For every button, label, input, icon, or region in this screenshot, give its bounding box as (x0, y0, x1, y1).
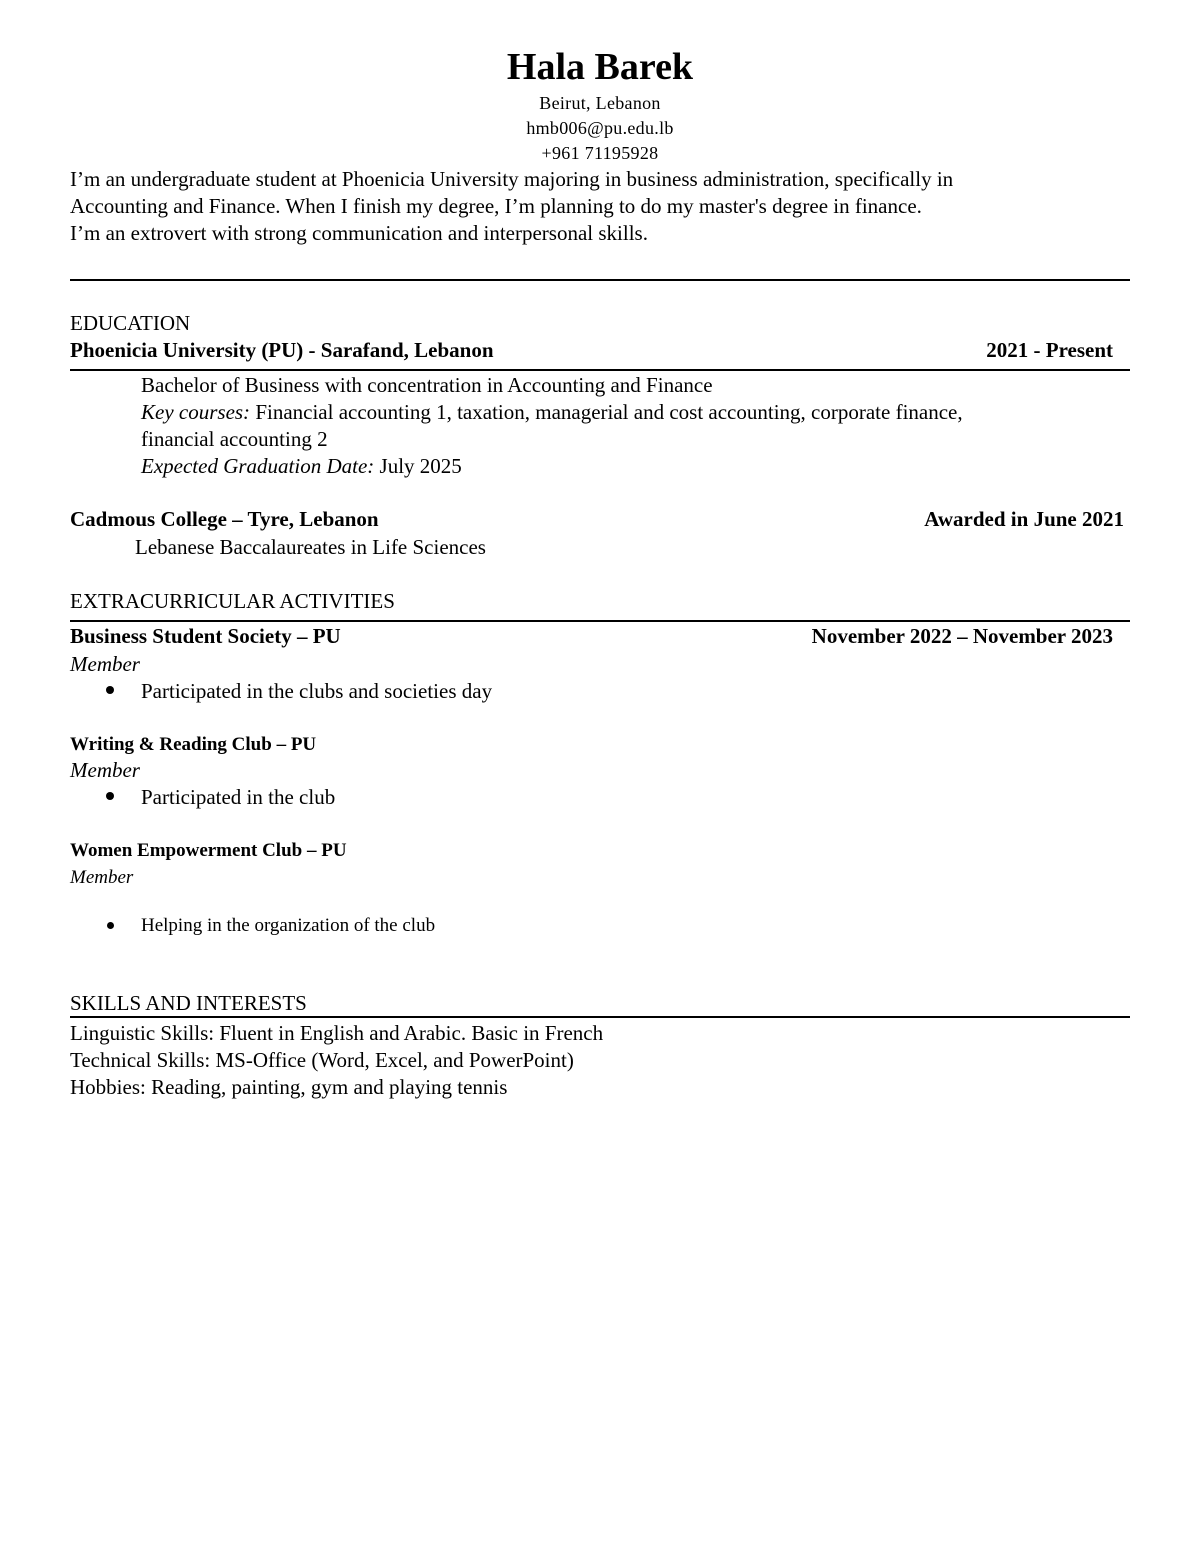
section-title-activities: EXTRACURRICULAR ACTIVITIES (70, 589, 395, 613)
education-institution: Phoenicia University (PU) - Sarafand, Lebanon (70, 338, 494, 362)
education-dates: Awarded in June 2021 (924, 507, 1124, 531)
activity-role: Member (70, 652, 140, 676)
activity-bullet: Participated in the club (141, 785, 336, 809)
activity-name: Business Student Society – PU (70, 624, 341, 648)
activity-name: Women Empowerment Club – PU (70, 840, 347, 861)
education-degree: Lebanese Baccalaureates in Life Sciences (135, 535, 486, 559)
key-courses-continued: financial accounting 2 (141, 427, 328, 451)
graduation-label: Expected Graduation Date: (141, 454, 375, 478)
location: Beirut, Lebanon (539, 93, 661, 113)
section-title-education: EDUCATION (70, 311, 191, 335)
expected-graduation (141, 453, 462, 479)
graduation-value: July 2025 (374, 454, 462, 478)
key-courses (141, 399, 963, 425)
header-divider (70, 279, 1130, 281)
bullet-icon (106, 686, 114, 694)
applicant-name: Hala Barek (506, 46, 694, 88)
linguistic-skills: Linguistic Skills: Fluent in English and Arabic. Basic in French (70, 1021, 604, 1045)
bullet-icon (107, 922, 114, 929)
activity-name: Writing & Reading Club – PU (70, 734, 317, 755)
summary-line: I’m an undergraduate student at Phoenicia University majoring in business administration, specifically in (70, 167, 954, 191)
activity-dates: November 2022 – November 2023 (811, 624, 1113, 648)
education-dates: 2021 - Present (986, 338, 1113, 362)
key-courses-label: Key courses: (141, 400, 251, 424)
hobbies: Hobbies: Reading, painting, gym and playing tennis (70, 1075, 508, 1099)
summary-line: Accounting and Finance. When I finish my degree, I’m planning to do my master's degree in finance. (70, 194, 922, 218)
section-title-skills: SKILLS AND INTERESTS (70, 991, 307, 1015)
email: hmb006@pu.edu.lb (526, 118, 674, 138)
phone: +961 71195928 (541, 143, 659, 163)
summary-line: I’m an extrovert with strong communication and interpersonal skills. (70, 221, 648, 245)
activity-bullet: Helping in the organization of the club (141, 915, 436, 936)
section-divider (70, 369, 1130, 371)
education-degree: Bachelor of Business with concentration in Accounting and Finance (141, 373, 713, 397)
activity-bullet: Participated in the clubs and societies day (141, 679, 493, 703)
section-divider (70, 1016, 1130, 1018)
bullet-icon (106, 792, 114, 800)
key-courses-value: Financial accounting 1, taxation, managerial and cost accounting, corporate finance, (250, 400, 963, 424)
activity-role: Member (70, 758, 140, 782)
section-divider (70, 620, 1130, 622)
technical-skills: Technical Skills: MS-Office (Word, Excel, and PowerPoint) (70, 1048, 574, 1072)
education-institution: Cadmous College – Tyre, Lebanon (70, 507, 379, 531)
activity-role: Member (70, 867, 134, 888)
